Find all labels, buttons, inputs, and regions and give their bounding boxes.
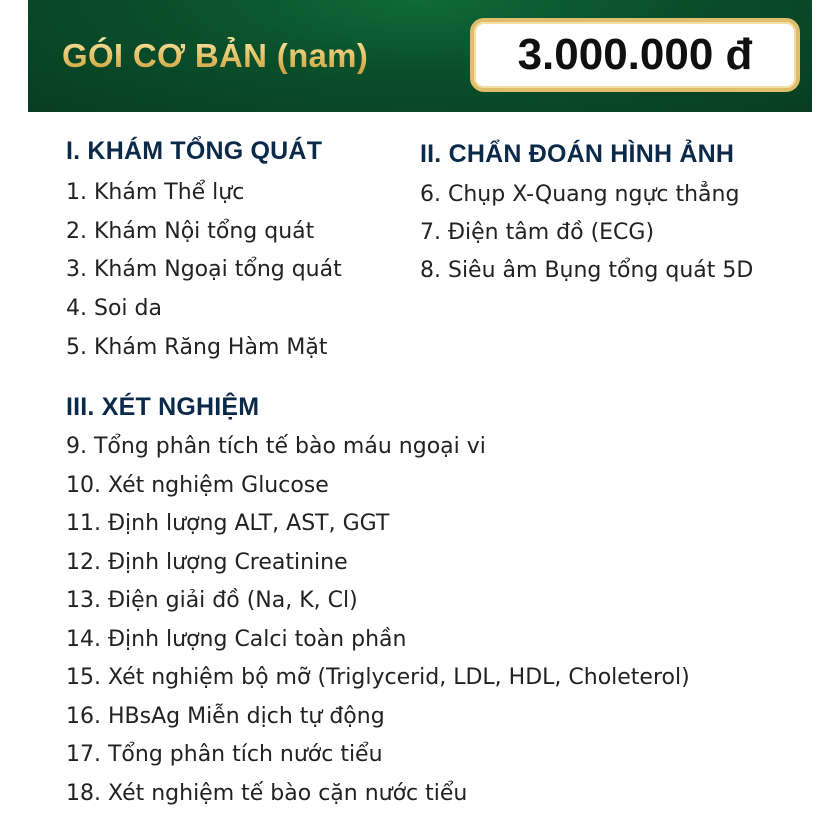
list-item: 1. Khám Thể lực — [66, 180, 245, 205]
list-item: 2. Khám Nội tổng quát — [66, 219, 315, 244]
list-item: 16. HBsAg Miễn dịch tự động — [66, 704, 385, 729]
list-item: 9. Tổng phân tích tế bào máu ngoại vi — [66, 434, 486, 459]
list-item: 14. Định lượng Calci toàn phần — [66, 627, 407, 652]
section-title-imaging: II. CHẨN ĐOÁN HÌNH ẢNH — [420, 140, 735, 168]
section-title-general-exam: I. KHÁM TỔNG QUÁT — [66, 137, 323, 165]
list-item: 3. Khám Ngoại tổng quát — [66, 257, 342, 282]
list-item: 12. Định lượng Creatinine — [66, 550, 348, 575]
list-item: 10. Xét nghiệm Glucose — [66, 473, 329, 498]
package-price: 3.000.000 đ — [517, 30, 753, 79]
price-badge — [470, 18, 800, 92]
list-item: 17. Tổng phân tích nước tiểu — [66, 742, 383, 767]
list-item: 15. Xét nghiệm bộ mỡ (Triglycerid, LDL, HDL, Choleterol) — [66, 665, 690, 690]
list-item: 13. Điện giải đồ (Na, K, Cl) — [66, 588, 358, 613]
list-item: 11. Định lượng ALT, AST, GGT — [66, 511, 390, 536]
list-item: 5. Khám Răng Hàm Mặt — [66, 335, 328, 360]
package-header — [28, 0, 812, 112]
list-item: 6. Chụp X-Quang ngực thẳng — [420, 182, 740, 207]
list-item: 4. Soi da — [66, 296, 162, 321]
list-item: 7. Điện tâm đồ (ECG) — [420, 220, 655, 245]
list-item: 18. Xét nghiệm tế bào cặn nước tiểu — [66, 781, 468, 806]
section-title-lab-tests: III. XÉT NGHIỆM — [66, 393, 260, 421]
list-item: 8. Siêu âm Bụng tổng quát 5D — [420, 258, 754, 283]
package-title: GÓI CƠ BẢN (nam) — [62, 37, 369, 74]
